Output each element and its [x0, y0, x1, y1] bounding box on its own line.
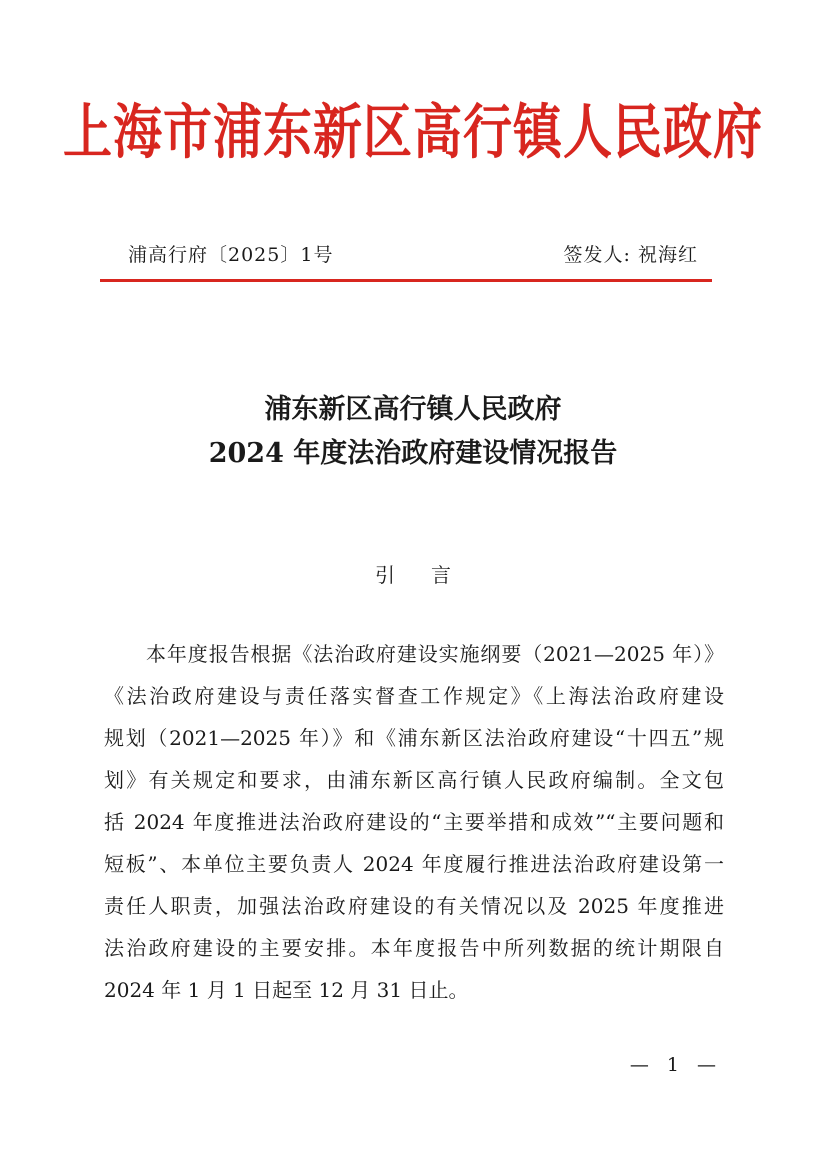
signer: 签发人: 祝海红: [563, 244, 698, 266]
body-line: 短板”、本单位主要负责人 2024 年度履行推进法治政府建设第一: [104, 852, 724, 876]
red-divider-line: [100, 279, 712, 282]
page-number: — 1 —: [629, 1054, 722, 1076]
report-title-line-2: 2024 年度法治政府建设情况报告: [208, 438, 618, 469]
body-line: 责任人职责，加强法治政府建设的有关情况以及 2025 年度推进: [104, 894, 724, 918]
body-paragraph: [104, 633, 724, 1011]
masthead-title: 上海市浦东新区高行镇人民政府: [62, 97, 763, 167]
body-line: 《法治政府建设与责任落实督查工作规定》《上海法治政府建设: [104, 684, 724, 708]
body-line: 本年度报告根据《法治政府建设实施纲要（2021—2025 年）》: [146, 642, 724, 666]
body-line: 括 2024 年度推进法治政府建设的“主要举措和成效”“主要问题和: [104, 810, 724, 834]
body-line: 规划（2021—2025 年）》和《浦东新区法治政府建设“十四五”规: [104, 726, 724, 750]
section-heading: 引言: [375, 563, 487, 587]
body-line: 法治政府建设的主要安排。本年度报告中所列数据的统计期限自: [104, 936, 724, 960]
body-line: 2024 年 1 月 1 日起至 12 月 31 日止。: [104, 978, 469, 1002]
document-number: 浦高行府〔2025〕1号: [128, 244, 334, 266]
report-title: [0, 388, 826, 476]
body-line: 划》有关规定和要求，由浦东新区高行镇人民政府编制。全文包: [104, 768, 724, 792]
report-title-line-1: 浦东新区高行镇人民政府: [264, 394, 562, 425]
